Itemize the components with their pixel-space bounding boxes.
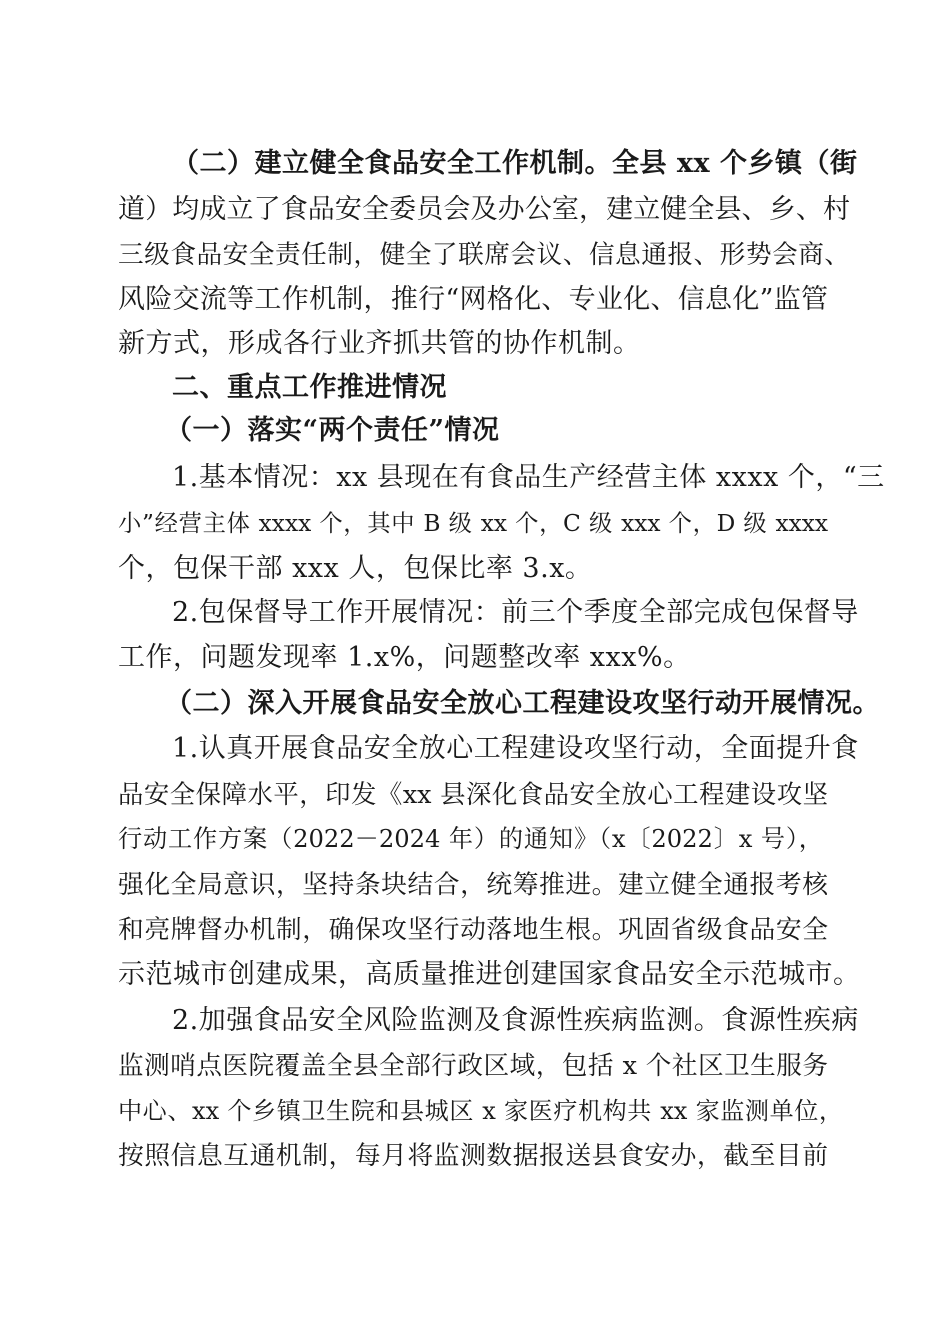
paragraph-line: （二）建立健全食品安全工作机制。全县 xx 个乡镇（街 — [172, 148, 858, 179]
paragraph-line: 品安全保障水平，印发《xx 县深化食品安全放心工程建设攻坚 — [118, 779, 828, 809]
paragraph-line: 示范城市创建成果，高质量推进创建国家食品安全示范城市。 — [118, 959, 861, 990]
paragraph-line: 小”经营主体 xxxx 个，其中 B 级 xx 个，C 级 xxx 个，D 级 xxxx — [118, 510, 828, 537]
subsection-heading: （一）落实“两个责任”情况 — [165, 415, 500, 446]
paragraph-line: 和亮牌督办机制，确保攻坚行动落地生根。巩固省级食品安全 — [118, 915, 828, 945]
paragraph-line: 中心、xx 个乡镇卫生院和县城区 x 家医疗机构共 xx 家监测单位， — [118, 1097, 843, 1125]
paragraph-line: 个，包保干部 xxx 人，包保比率 3.x。 — [118, 553, 593, 584]
paragraph-line: 2.包保督导工作开展情况：前三个季度全部完成包保督导 — [172, 597, 859, 628]
paragraph-line: 新方式，形成各行业齐抓共管的协作机制。 — [118, 328, 641, 359]
paragraph-line: 三级食品安全责任制，健全了联席会议、信息通报、形势会商、 — [118, 240, 850, 270]
paragraph-line: 道）均成立了食品安全委员会及办公室，建立健全县、乡、村 — [118, 194, 850, 225]
paragraph-line: 监测哨点医院覆盖全县全部行政区域，包括 x 个社区卫生服务 — [118, 1051, 828, 1081]
paragraph-line: 1.认真开展食品安全放心工程建设攻坚行动，全面提升食 — [172, 733, 859, 764]
paragraph-line: 风险交流等工作机制，推行“网格化、专业化、信息化”监管 — [118, 284, 828, 315]
paragraph-line: 2.加强食品安全风险监测及食源性疾病监测。食源性疾病 — [172, 1005, 859, 1036]
paragraph-line: 强化全局意识，坚持条块结合，统筹推进。建立健全通报考核 — [118, 870, 828, 900]
paragraph-line: 按照信息互通机制，每月将监测数据报送县食安办，截至目前 — [118, 1141, 828, 1171]
section-heading: 二、重点工作推进情况 — [172, 372, 447, 403]
paragraph-line: 工作，问题发现率 1.x%，问题整改率 xxx%。 — [118, 642, 691, 673]
paragraph-line: 1.基本情况：xx 县现在有食品生产经营主体 xxxx 个，“三 — [172, 462, 885, 493]
paragraph-line: 行动工作方案（2022－2024 年）的通知》（x〔2022〕x 号）， — [118, 825, 823, 853]
subsection-heading: （二）深入开展食品安全放心工程建设攻坚行动开展情况。 — [165, 688, 880, 719]
